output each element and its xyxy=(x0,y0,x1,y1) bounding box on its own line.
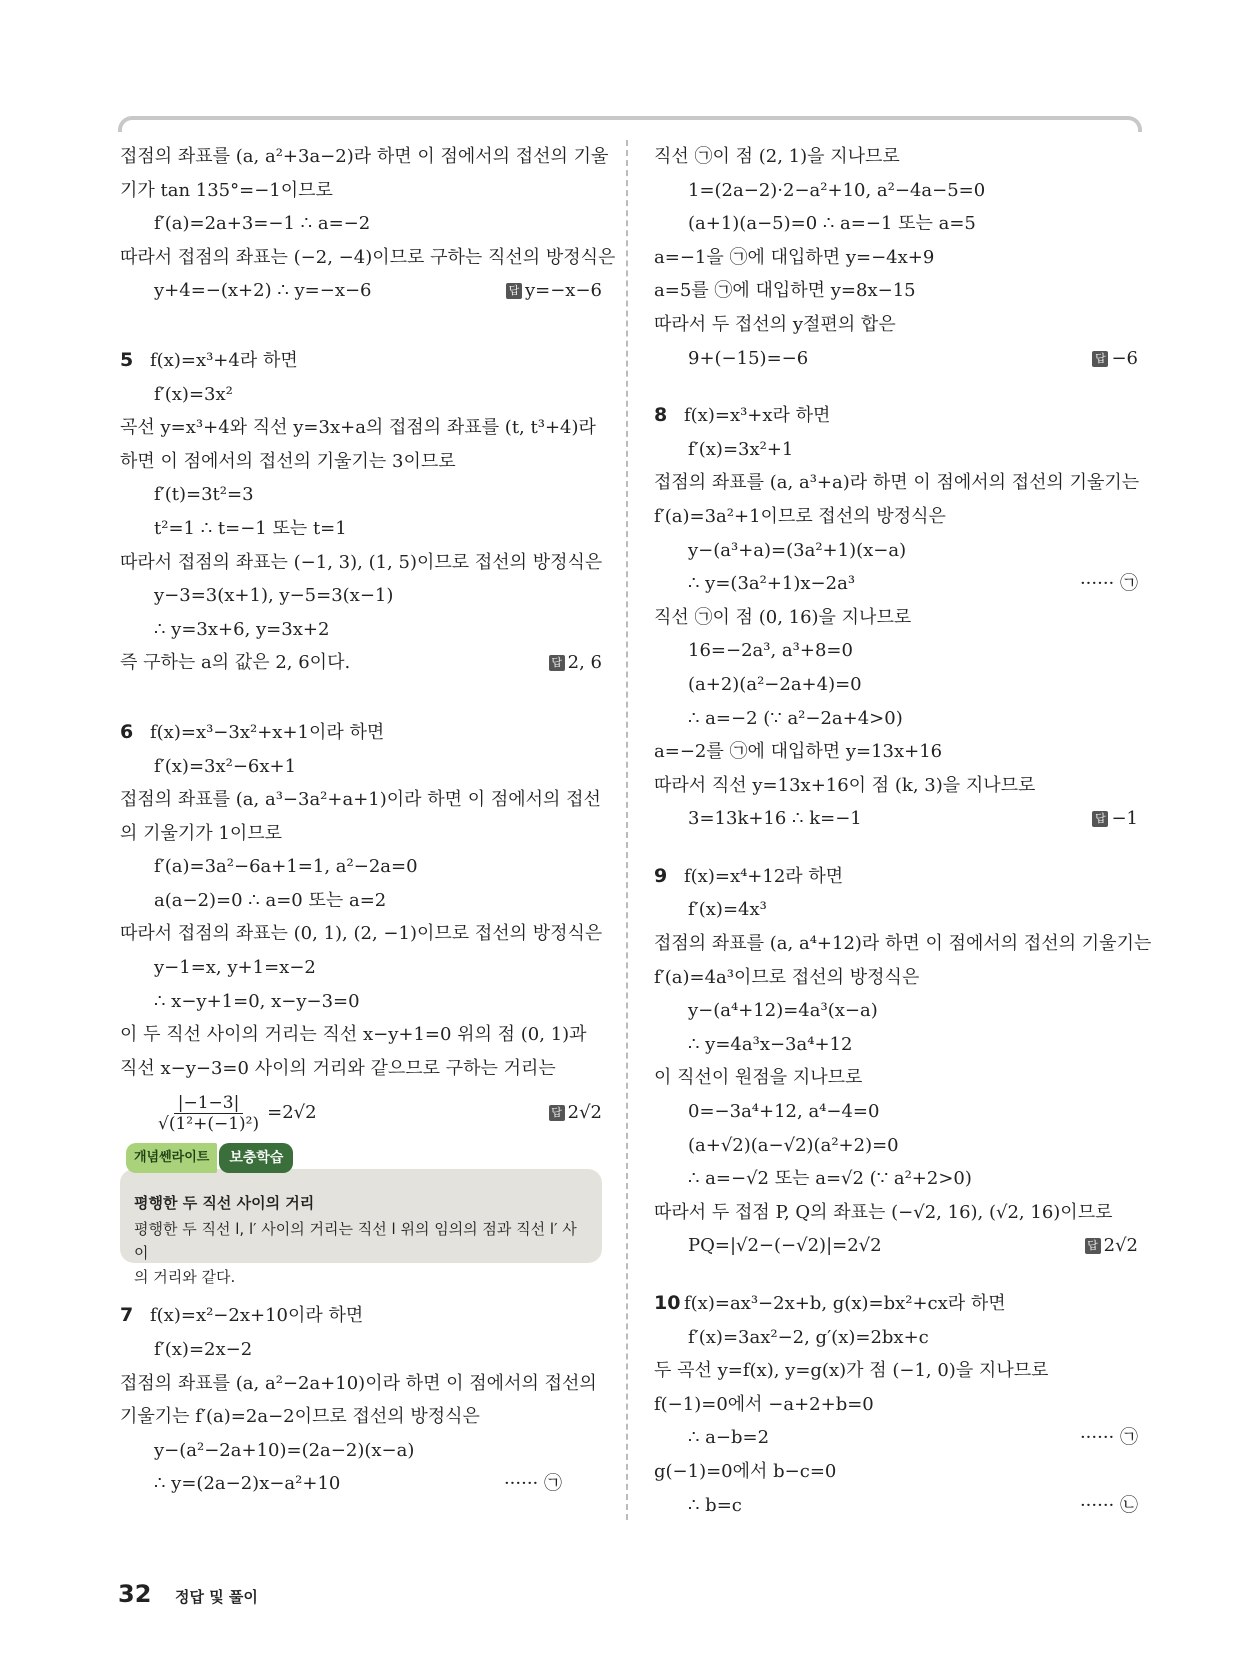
page-label: 정답 및 풀이 xyxy=(175,1588,258,1606)
text-line: 따라서 두 접점 P, Q의 좌표는 (−√2, 16), (√2, 16)이므로 xyxy=(654,1201,1113,1223)
equation-line: f′(x)=3x²+1 xyxy=(688,438,794,460)
text-line: 따라서 직선 y=13x+16이 점 (k, 3)을 지나므로 xyxy=(654,774,1036,796)
equation-line: a(a−2)=0 ∴ a=0 또는 a=2 xyxy=(154,889,387,911)
equation-line: (a+1)(a−5)=0 ∴ a=−1 또는 a=5 xyxy=(688,213,976,235)
supplement-box xyxy=(120,1150,602,1287)
equation-line: 1=(2a−2)·2−a²+10, a²−4a−5=0 xyxy=(688,179,986,201)
equation-line: y−(a⁴+12)=4a³(x−a) xyxy=(688,1000,878,1022)
text-line: 이 직선이 원점을 지나므로 xyxy=(654,1067,863,1089)
equation-line: (a+√2)(a−√2)(a²+2)=0 xyxy=(688,1134,899,1156)
equation-text: ∴ a−b=2 xyxy=(688,1427,770,1449)
text-line: 접점의 좌표를 (a, a²+3a−2)라 하면 이 점에서의 접선의 기울 xyxy=(120,146,609,167)
text-line: f(−1)=0에서 −a+2+b=0 xyxy=(654,1393,874,1415)
equation-line xyxy=(654,1229,1138,1263)
equation-line: f′(t)=3t²=3 xyxy=(154,484,254,506)
left-column xyxy=(120,140,616,1501)
equation-line xyxy=(120,274,602,308)
text-line: a=−2를 ㉠에 대입하면 y=13x+16 xyxy=(654,741,943,763)
equation-text: ∴ y=(3a²+1)x−2a³ xyxy=(688,573,856,595)
page-number: 32 xyxy=(118,1580,152,1608)
equation-marker: ······ ㉡ xyxy=(1079,1494,1138,1516)
supplement-label: 보충학습 xyxy=(219,1143,293,1173)
problem-number: 8 xyxy=(654,404,668,427)
text-line: 접점의 좌표를 (a, a³−3a²+a+1)이라 하면 이 점에서의 접선 xyxy=(120,789,601,811)
equation-text: ∴ b=c xyxy=(688,1494,742,1516)
problem-number: 6 xyxy=(120,720,134,743)
equation-line: ∴ y=4a³x−3a⁴+12 xyxy=(688,1033,853,1055)
text-line: 접점의 좌표를 (a, a⁴+12)라 하면 이 점에서의 접선의 기울기는 xyxy=(654,933,1152,955)
equation-line: f′(x)=4x³ xyxy=(688,899,767,921)
text-line: 직선 ㉠이 점 (2, 1)을 지나므로 xyxy=(654,146,900,167)
problem-text: f(x)=x³+x라 하면 xyxy=(684,405,831,427)
problem-header xyxy=(120,344,602,378)
answer-icon: 답 xyxy=(1092,351,1108,367)
text-line xyxy=(120,646,602,680)
supplement-title: 평행한 두 직선 사이의 거리 xyxy=(134,1194,315,1213)
distance-fraction xyxy=(154,1093,263,1134)
answer-value: y=−x−6 xyxy=(524,280,602,302)
text-line: 따라서 두 접선의 y절편의 합은 xyxy=(654,313,896,335)
answer xyxy=(549,1085,602,1141)
answer-value: 2√2 xyxy=(1103,1235,1138,1257)
text-line: 기가 tan 135°=−1이므로 xyxy=(120,179,333,201)
problem-text: f(x)=x³+4라 하면 xyxy=(150,349,298,371)
equation-text: 9+(−15)=−6 xyxy=(688,347,809,369)
equation-marker: ······ ㉠ xyxy=(1079,1427,1138,1449)
equation-line: f′(x)=3ax²−2, g′(x)=2bx+c xyxy=(688,1326,929,1348)
equation-text: 3=13k+16 ∴ k=−1 xyxy=(688,808,862,830)
text-line: 두 곡선 y=f(x), y=g(x)가 점 (−1, 0)을 지나므로 xyxy=(654,1360,1049,1382)
equation-line: f′(a)=3a²−6a+1=1, a²−2a=0 xyxy=(154,856,418,878)
answer xyxy=(506,274,602,308)
fraction-numerator: |−1−3| xyxy=(174,1093,244,1114)
text-line: 하면 이 점에서의 접선의 기울기는 3이므로 xyxy=(120,450,456,472)
conclusion-text: 즉 구하는 a의 값은 2, 6이다. xyxy=(120,652,351,674)
spacer xyxy=(120,308,602,344)
answer xyxy=(1085,1229,1138,1263)
equation-line xyxy=(654,567,1138,601)
equation-line xyxy=(654,802,1138,836)
problem-text: f(x)=ax³−2x+b, g(x)=bx²+cx라 하면 xyxy=(684,1293,1006,1314)
equation-text: y+4=−(x+2) ∴ y=−x−6 xyxy=(154,280,372,302)
answer xyxy=(549,646,602,680)
equation-marker: ······ ㉠ xyxy=(1079,573,1138,595)
text-line: 따라서 접점의 좌표는 (−2, −4)이므로 구하는 직선의 방정식은 xyxy=(120,246,616,268)
supplement-tag xyxy=(126,1143,293,1173)
spacer xyxy=(120,680,602,716)
answer-icon: 답 xyxy=(1092,811,1108,827)
equation-line: ∴ x−y+1=0, x−y−3=0 xyxy=(154,990,360,1012)
equation-line xyxy=(654,1421,1138,1455)
text-line: f′(a)=3a²+1이므로 접선의 방정식은 xyxy=(654,505,946,527)
fraction-denominator: √(1²+(−1)²) xyxy=(158,1113,260,1134)
problem-header xyxy=(654,860,1138,894)
equation-line: f′(x)=3x²−6x+1 xyxy=(154,755,297,777)
equation-line: ∴ y=3x+6, y=3x+2 xyxy=(154,618,330,640)
problem-header xyxy=(120,716,602,750)
text-line: 직선 x−y−3=0 사이의 거리와 같으므로 구하는 거리는 xyxy=(120,1057,556,1079)
answer-value: 2√2 xyxy=(567,1102,602,1124)
spacer xyxy=(654,1263,1138,1287)
problem-header xyxy=(120,1299,602,1333)
equation-line xyxy=(120,1467,602,1501)
problem-text: f(x)=x³−3x²+x+1이라 하면 xyxy=(150,721,385,743)
equation-line xyxy=(654,1489,1138,1523)
column-divider xyxy=(626,140,628,1520)
answer xyxy=(1092,802,1138,836)
text-line: 곡선 y=x³+4와 직선 y=3x+a의 접점의 좌표를 (t, t³+4)라 xyxy=(120,417,596,439)
problem-number: 9 xyxy=(654,864,668,887)
answer-icon: 답 xyxy=(549,1105,565,1121)
problem-header xyxy=(654,399,1138,433)
spacer xyxy=(654,375,1138,399)
equation-marker: ······ ㉠ xyxy=(503,1473,562,1495)
text-line: f′(a)=4a³이므로 접선의 방정식은 xyxy=(654,966,920,988)
answer-icon: 답 xyxy=(1085,1238,1101,1254)
equation-line: y−(a³+a)=(3a²+1)(x−a) xyxy=(688,539,907,561)
answer-value: −1 xyxy=(1111,808,1138,830)
brand-tag: 개념쎈라이트 xyxy=(126,1143,217,1173)
page-top-border xyxy=(118,116,1142,132)
equation-line: f′(a)=2a+3=−1 ∴ a=−2 xyxy=(154,213,371,235)
equation-line xyxy=(654,342,1138,376)
equation-line: 0=−3a⁴+12, a⁴−4=0 xyxy=(688,1101,880,1123)
equation-text: PQ=|√2−(−√2)|=2√2 xyxy=(688,1235,882,1257)
problem-header xyxy=(654,1287,1138,1321)
answer xyxy=(1092,342,1138,376)
problem-number: 10 xyxy=(654,1292,681,1314)
answer-value: −6 xyxy=(1111,347,1138,369)
equation-line: f′(x)=3x² xyxy=(154,383,233,405)
text-line: 직선 ㉠이 점 (0, 16)을 지나므로 xyxy=(654,606,912,628)
problem-number: 5 xyxy=(120,348,134,371)
text-line: 이 두 직선 사이의 거리는 직선 x−y+1=0 위의 점 (0, 1)과 xyxy=(120,1024,587,1046)
fraction-result: =2√2 xyxy=(267,1102,317,1124)
equation-line: (a+2)(a²−2a+4)=0 xyxy=(688,673,862,695)
answer-value: 2, 6 xyxy=(567,652,602,674)
text-line: a=5를 ㉠에 대입하면 y=8x−15 xyxy=(654,280,916,302)
equation-line: ∴ a=−√2 또는 a=√2 (∵ a²+2>0) xyxy=(688,1168,972,1190)
equation-line: y−(a²−2a+10)=(2a−2)(x−a) xyxy=(154,1439,415,1461)
right-column xyxy=(654,140,1152,1522)
equation-line: y−1=x, y+1=x−2 xyxy=(154,957,316,979)
equation-line: 16=−2a³, a³+8=0 xyxy=(688,640,853,662)
supplement-text: 의 거리와 같다. xyxy=(134,1268,236,1287)
equation-line: ∴ a=−2 (∵ a²−2a+4>0) xyxy=(688,707,903,729)
text-line: 기울기는 f′(a)=2a−2이므로 접선의 방정식은 xyxy=(120,1406,480,1428)
text-line: 따라서 접점의 좌표는 (0, 1), (2, −1)이므로 접선의 방정식은 xyxy=(120,923,603,945)
text-line: a=−1을 ㉠에 대입하면 y=−4x+9 xyxy=(654,246,935,268)
supplement-text: 평행한 두 직선 l, l′ 사이의 거리는 직선 l 위의 임의의 점과 직선 l′ 사이 xyxy=(134,1220,577,1263)
spacer xyxy=(654,836,1138,860)
answer-icon: 답 xyxy=(506,283,522,299)
text-line: 따라서 접점의 좌표는 (−1, 3), (1, 5)이므로 접선의 방정식은 xyxy=(120,551,603,573)
text-line: g(−1)=0에서 b−c=0 xyxy=(654,1460,837,1482)
answer-icon: 답 xyxy=(549,655,565,671)
equation-text: ∴ y=(2a−2)x−a²+10 xyxy=(154,1473,341,1495)
equation-line: t²=1 ∴ t=−1 또는 t=1 xyxy=(154,517,347,539)
problem-text: f(x)=x⁴+12라 하면 xyxy=(684,865,844,887)
problem-number: 7 xyxy=(120,1304,134,1327)
equation-line: f′(x)=2x−2 xyxy=(154,1339,253,1361)
text-line: 접점의 좌표를 (a, a²−2a+10)이라 하면 이 점에서의 접선의 xyxy=(120,1372,597,1394)
equation-line: y−3=3(x+1), y−5=3(x−1) xyxy=(154,585,394,607)
fraction-line xyxy=(120,1085,602,1141)
problem-text: f(x)=x²−2x+10이라 하면 xyxy=(150,1305,364,1327)
text-line: 의 기울기가 1이므로 xyxy=(120,822,282,844)
text-line: 접점의 좌표를 (a, a³+a)라 하면 이 점에서의 접선의 기울기는 xyxy=(654,472,1140,494)
